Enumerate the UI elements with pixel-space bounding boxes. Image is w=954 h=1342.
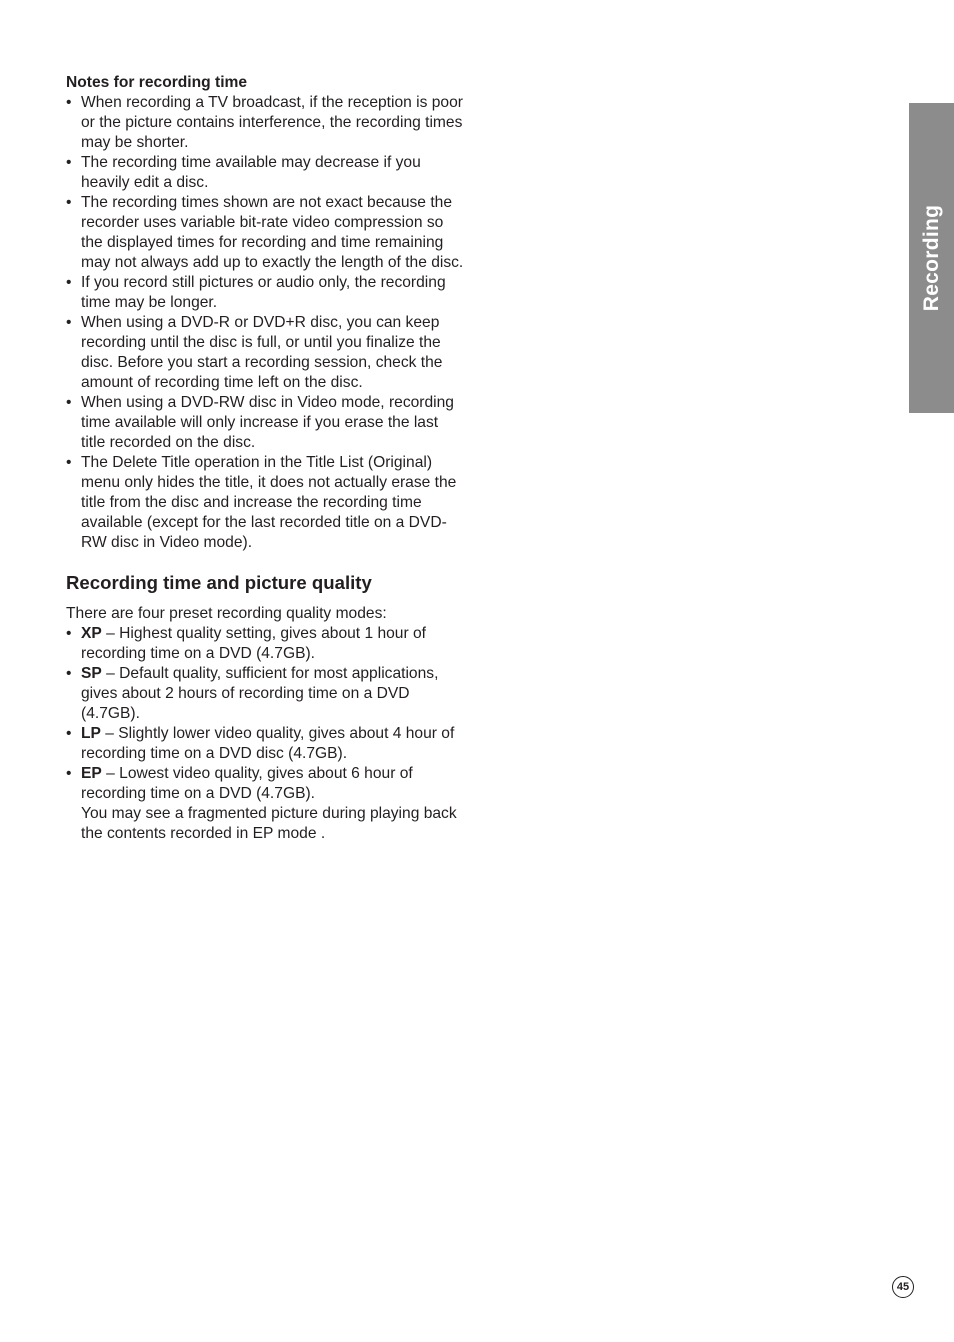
notes-item-text: When using a DVD-R or DVD+R disc, you can keep recording until the disc is full, or until you finalize the disc. Before you start a recording session, check the amount of recording time left on the disc. [81,314,443,391]
bullet-marker: • [66,725,72,742]
quality-mode-text: – Lowest video quality, gives about 6 hour of recording time on a DVD (4.7GB). [81,765,413,802]
bullet-marker: • [66,274,72,291]
notes-item [66,273,466,313]
page-number: 45 [892,1276,914,1298]
notes-item [66,313,466,393]
bullet-marker: • [66,765,72,782]
notes-item [66,393,466,453]
notes-item [66,93,466,153]
quality-mode-item [66,624,466,664]
quality-mode-text: – Default quality, sufficient for most applications, gives about 2 hours of recording time on a DVD (4.7GB). [81,665,439,722]
notes-item-text: If you record still pictures or audio only, the recording time may be longer. [81,274,446,311]
quality-mode-item [66,724,466,764]
quality-mode-code: LP [81,725,101,742]
quality-mode-code: XP [81,625,102,642]
bullet-marker: • [66,194,72,211]
quality-mode-item [66,764,466,844]
section-side-tab [909,103,954,413]
quality-mode-code: EP [81,765,102,782]
bullet-marker: • [66,314,72,331]
notes-item-text: The Delete Title operation in the Title List (Original) menu only hides the title, it does not actually erase the title from the disc and increase the recording time available (except for the last recorded title on a DVD-RW disc in Video mode). [81,454,457,551]
notes-item [66,193,466,273]
bullet-marker: • [66,454,72,471]
notes-heading: Notes for recording time [66,74,248,91]
quality-mode-code: SP [81,665,102,682]
notes-item-text: When recording a TV broadcast, if the reception is poor or the picture contains interference, the recording times may be shorter. [81,94,463,151]
quality-mode-text: – Highest quality setting, gives about 1 hour of recording time on a DVD (4.7GB). [81,625,427,662]
main-content [66,73,466,844]
quality-section-heading: Recording time and picture quality [66,572,372,593]
quality-mode-text: – Slightly lower video quality, gives about 4 hour of recording time on a DVD disc (4.7GB). [81,725,455,762]
notes-item-text: The recording time available may decrease if you heavily edit a disc. [81,154,421,191]
quality-modes-list [66,624,466,844]
bullet-marker: • [66,394,72,411]
notes-item [66,153,466,193]
notes-list [66,93,466,553]
section-side-tab-label: Recording [919,204,943,312]
quality-intro: There are four preset recording quality modes: [66,605,387,622]
quality-mode-item [66,664,466,724]
bullet-marker: • [66,665,72,682]
bullet-marker: • [66,625,72,642]
ep-mode-note: You may see a fragmented picture during playing back the contents recorded in EP mode . [81,805,457,842]
bullet-marker: • [66,154,72,171]
notes-item-text: The recording times shown are not exact because the recorder uses variable bit-rate video compression so the displayed times for recording and time remaining may not always add up to exactly the length of the disc. [81,194,464,271]
notes-item [66,453,466,553]
bullet-marker: • [66,94,72,111]
notes-item-text: When using a DVD-RW disc in Video mode, recording time available will only increase if you erase the last title recorded on the disc. [81,394,454,451]
